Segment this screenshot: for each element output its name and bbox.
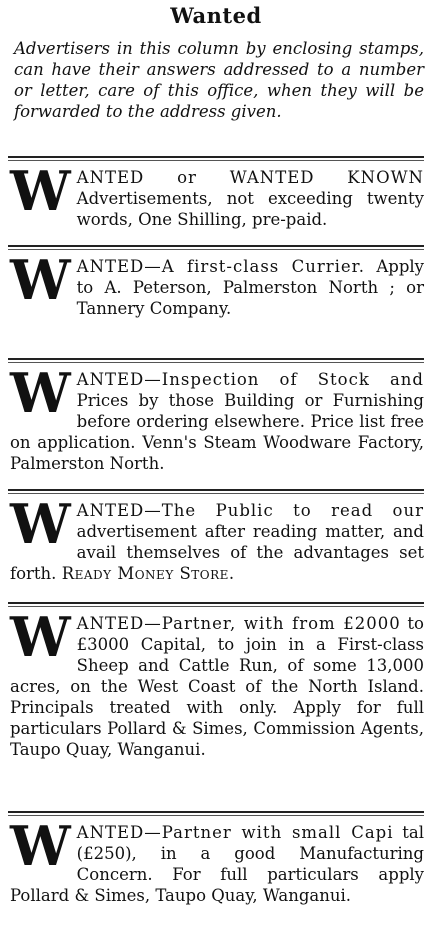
ad-body: Apply to A. Peterson, Palmerston North ; or Tannery Company.	[76, 257, 424, 318]
drop-cap: W	[10, 361, 71, 425]
ad-partner-sheep-run	[4, 607, 428, 811]
drop-cap: W	[10, 159, 71, 223]
ad-partner-manufacturing	[4, 816, 428, 940]
ad-body: Prices by those Building or Furnishing before ordering elsewhere. Price list free on application. Venn's Steam Woodware Factory, Palmerston North.	[10, 391, 424, 473]
column-notice: Advertisers in this column by enclosing stamps, can have their answers addressed to a number or letter, care of this office, when they will be forwarded to the address given.	[14, 39, 424, 121]
drop-cap: W	[10, 248, 71, 312]
drop-cap: W	[10, 605, 71, 669]
ad-lead: ANTED or WANTED KNOWN	[76, 168, 424, 187]
drop-cap: W	[10, 492, 71, 556]
ad-lead: ANTED—Inspection of Stock and	[76, 370, 424, 389]
ad-body: Advertisements, not exceeding twenty words, One Shilling, pre-paid.	[76, 189, 424, 229]
ad-inspection	[4, 363, 428, 489]
column-heading: Wanted	[170, 3, 262, 28]
ad-body: tal (£250), in a good Manufacturing Concern. For full particulars apply Pollard & Simes, Taupo Quay, Wanganui.	[10, 823, 424, 905]
ad-body: advertisement after reading matter, and avail themselves of the advantages set forth.	[10, 522, 424, 583]
ad-currier	[4, 250, 428, 358]
ad-lead: ANTED—A first-class Currier.	[76, 257, 366, 276]
ad-lead: ANTED—The Public to read our	[76, 501, 424, 520]
ad-body: to £3000 Capital, to join in a First-class Sheep and Cattle Run, of some 13,000 acres, on the West Coast of the North Island. Principals treated with only. Apply for full particulars Pollard & Simes, Commission Agents, Taupo Quay, Wanganui.	[10, 614, 424, 759]
ad-lead: ANTED—Partner with small Capi	[76, 823, 394, 842]
ad-signature: Ready Money Store.	[61, 564, 235, 583]
drop-cap: W	[10, 814, 71, 878]
wanted-column	[4, 0, 428, 940]
ad-wanted-known	[4, 161, 428, 245]
ad-lead: ANTED—Partner, with from £2000	[76, 614, 401, 633]
ad-public	[4, 494, 428, 602]
